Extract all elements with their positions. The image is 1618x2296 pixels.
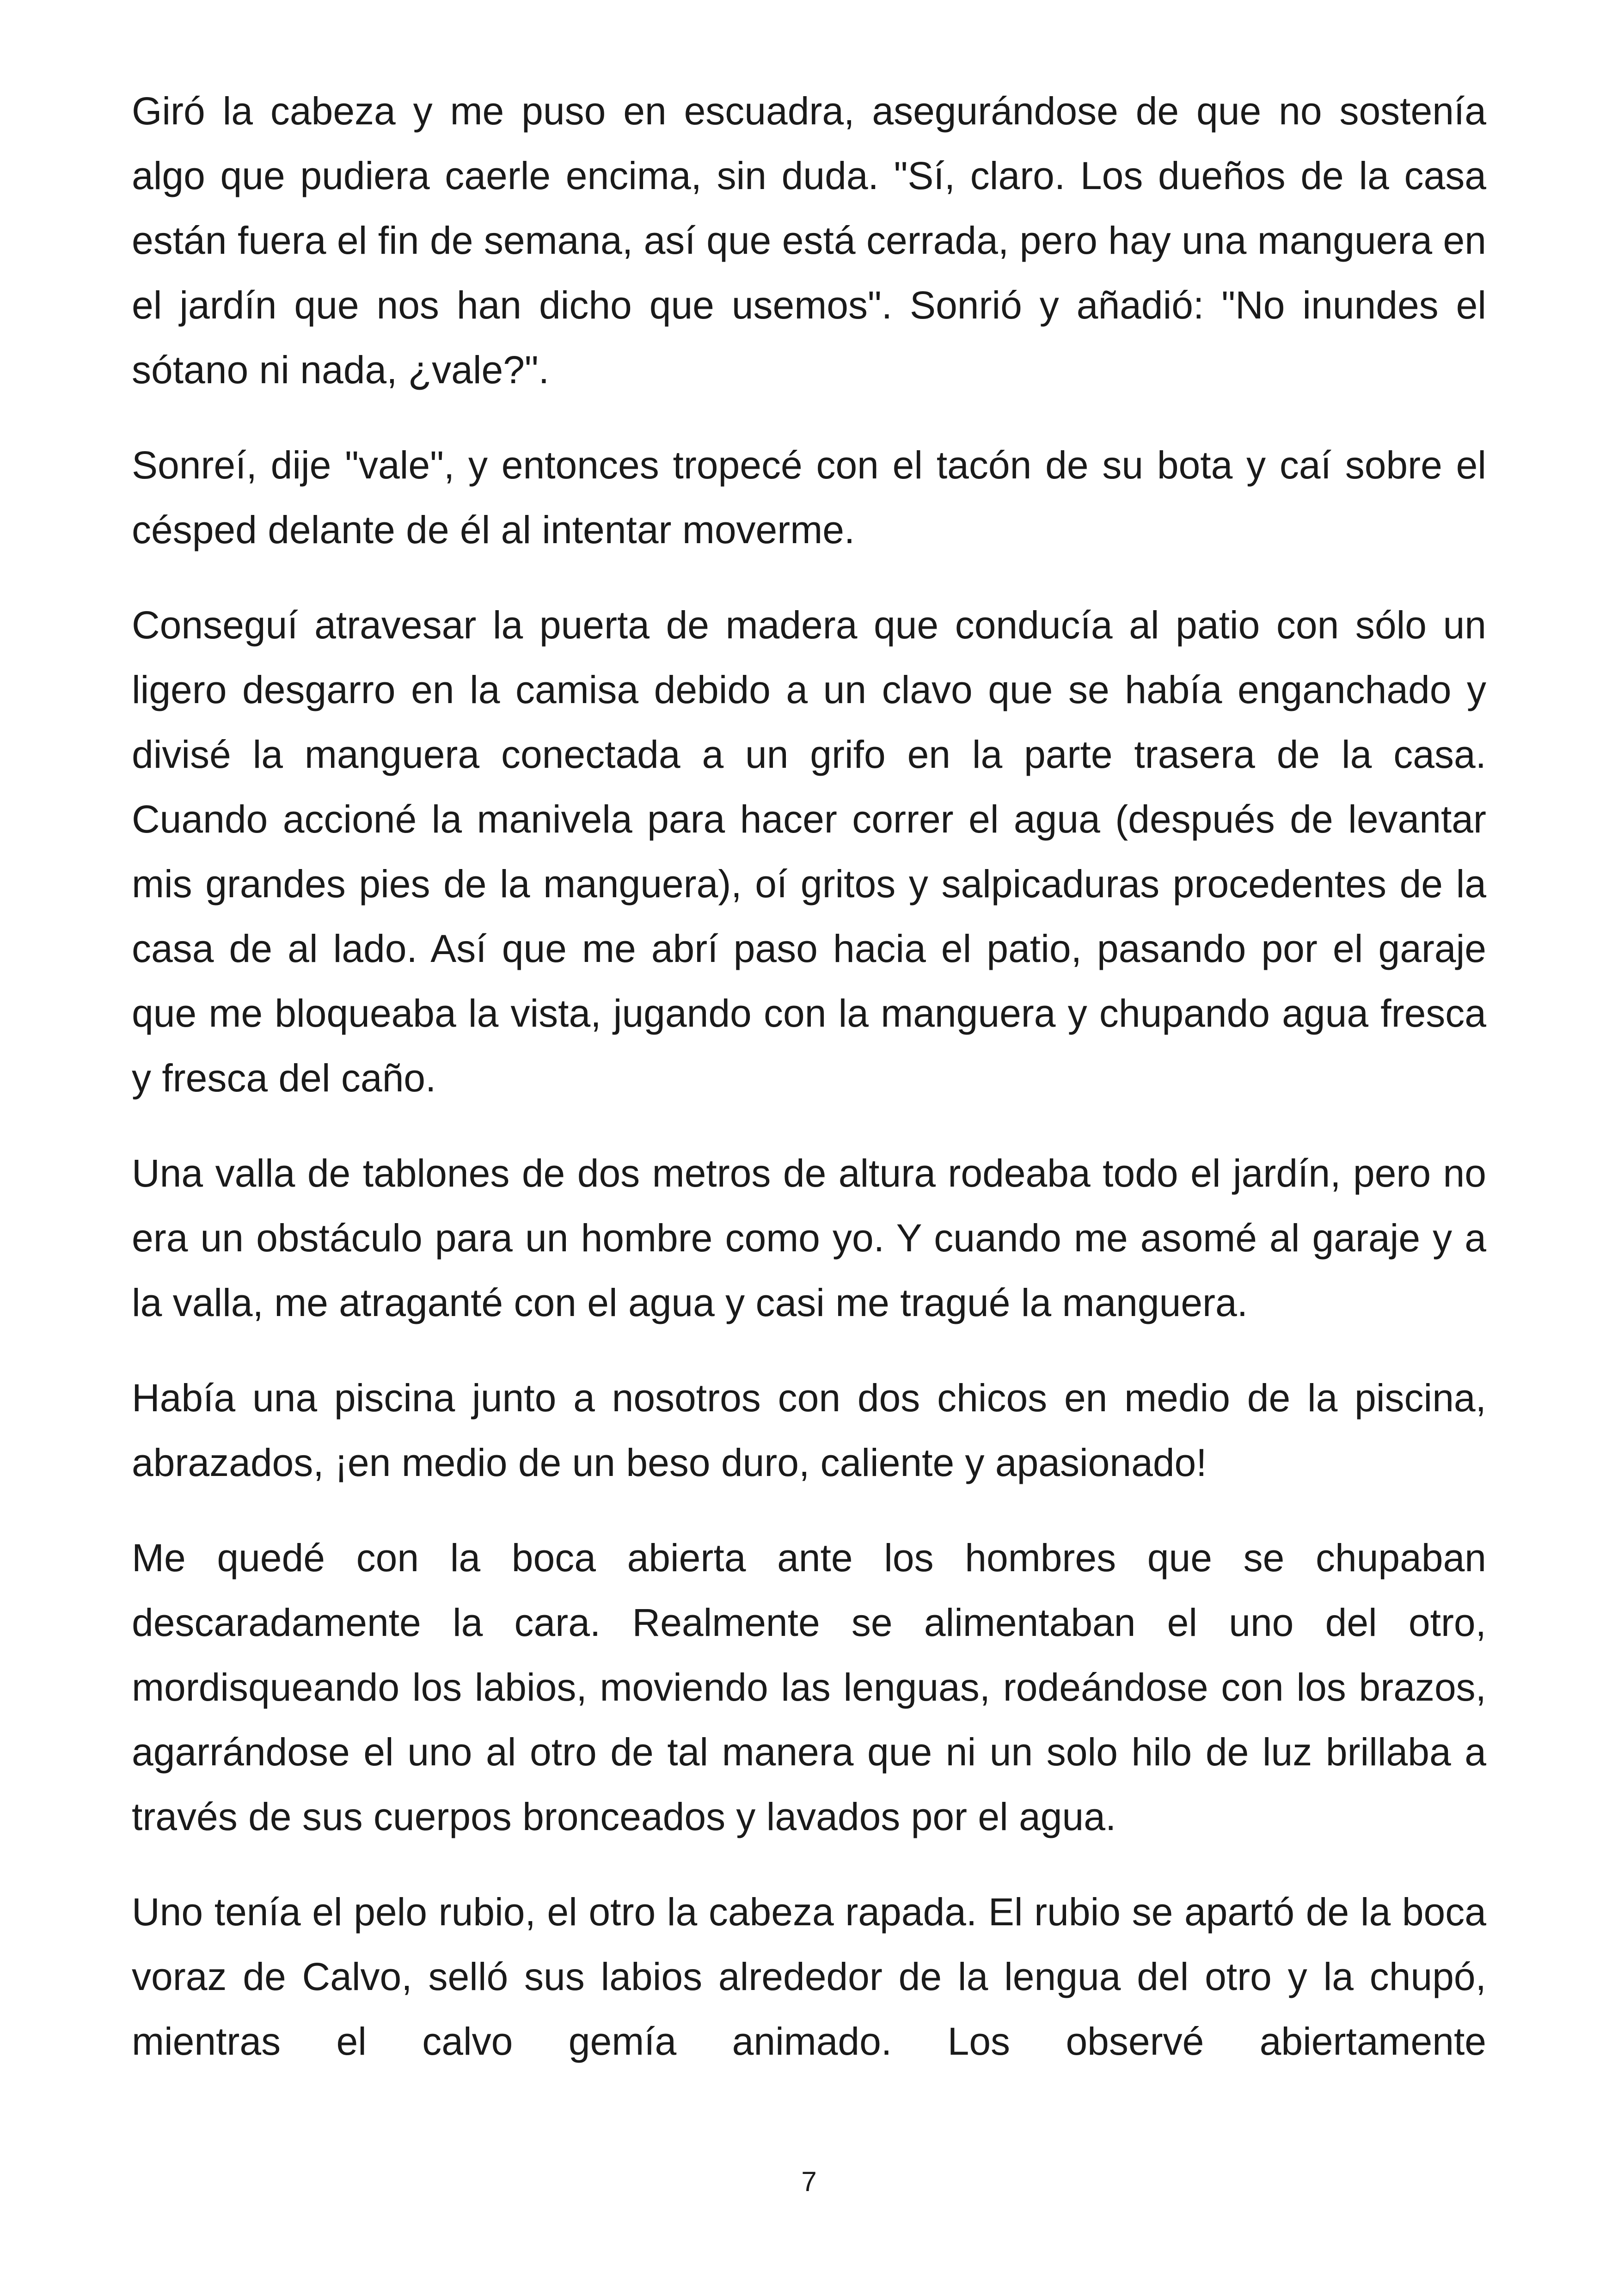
paragraph-3: Conseguí atravesar la puerta de madera que conducía al patio con sólo un ligero desgarro en la camisa debido a un clavo que se había enganchado y divisé la manguera conectada a un grifo en la parte trasera de la casa. Cuando accioné la manivela para hacer correr el agua (después de levantar mis grandes pies de la manguera), oí gritos y salpicaduras procedentes de la casa de al lado. Así que me abrí paso hacia el patio, pasando por el garaje que me bloqueaba la vista, jugando con la manguera y chupando agua fresca y fresca del caño. (132, 603, 1486, 1100)
body-text (132, 79, 1486, 2074)
paragraph-2: Sonreí, dije "vale", y entonces tropecé con el tacón de su bota y caí sobre el césped delante de él al intentar moverme. (132, 443, 1486, 551)
paragraph-7: Uno tenía el pelo rubio, el otro la cabeza rapada. El rubio se apartó de la boca voraz de Calvo, selló sus labios alrededor de la lengua del otro y la chupó, mientras el calvo gemía animado. Los observé abiertamente (132, 1890, 1486, 2063)
paragraph-6: Me quedé con la boca abierta ante los hombres que se chupaban descaradamente la cara. Realmente se alimentaban el uno del otro, mordisqueando los labios, moviendo las lenguas, rodeándose con los brazos, agarrándose el uno al otro de tal manera que ni un solo hilo de luz brillaba a través de sus cuerpos bronceados y lavados por el agua. (132, 1536, 1486, 1838)
page-number: 7 (801, 2166, 817, 2197)
paragraph-1: Giró la cabeza y me puso en escuadra, asegurándose de que no sostenía algo que pudiera caerle encima, sin duda. "Sí, claro. Los dueños de la casa están fuera el fin de semana, así que está cerrada, pero hay una manguera en el jardín que nos han dicho que usemos". Sonrió y añadió: "No inundes el sótano ni nada, ¿vale?". (132, 89, 1486, 392)
paragraph-4: Una valla de tablones de dos metros de altura rodeaba todo el jardín, pero no era un obstáculo para un hombre como yo. Y cuando me asomé al garaje y a la valla, me atraganté con el agua y casi me tragué la manguera. (132, 1151, 1486, 1324)
paragraph-5: Había una piscina junto a nosotros con dos chicos en medio de la piscina, abrazados, ¡en medio de un beso duro, caliente y apasionado! (132, 1376, 1486, 1484)
